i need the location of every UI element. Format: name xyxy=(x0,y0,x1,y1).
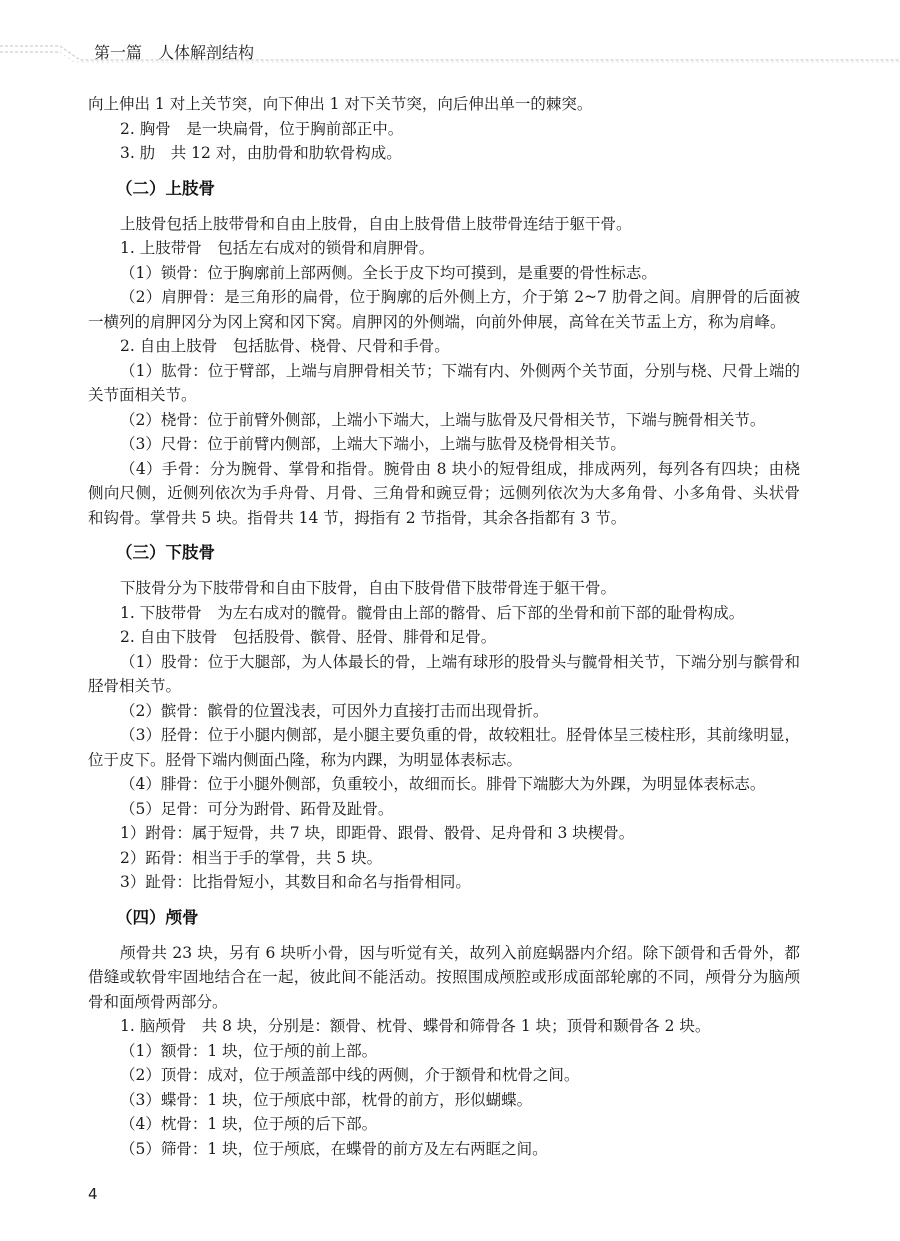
paragraph: 1）跗骨：属于短骨，共 7 块，即距骨、跟骨、骰骨、足舟骨和 3 块楔骨。 xyxy=(120,824,635,842)
paragraph: 2. 自由下肢骨 包括股骨、髌骨、胫骨、腓骨和足骨。 xyxy=(120,628,497,646)
paragraph: （5）足骨：可分为跗骨、跖骨及趾骨。 xyxy=(120,799,394,818)
section-heading-skull: （四）颅骨 xyxy=(116,907,199,927)
paragraph: 向上伸出 1 对上关节突，向下伸出 1 对下关节突，向后伸出单一的棘突。 xyxy=(88,95,593,113)
paragraph: （1）额骨：1 块，位于颅的前上部。 xyxy=(120,1041,378,1060)
paragraph: （5）筛骨：1 块，位于颅底，在蝶骨的前方及左右两眶之间。 xyxy=(120,1139,548,1158)
paragraph: （3）蝶骨：1 块，位于颅底中部，枕骨的前方，形似蝴蝶。 xyxy=(120,1090,533,1109)
paragraph: 2. 胸骨 是一块扁骨，位于胸前部正中。 xyxy=(120,119,404,138)
running-head: 第一篇 人体解剖结构 xyxy=(94,43,255,62)
paragraph: 2）跖骨：相当于手的掌骨，共 5 块。 xyxy=(120,848,383,867)
section-heading-lower-limb: （三）下肢骨 xyxy=(116,543,215,562)
paragraph: （2）桡骨：位于前臂外侧部，上端小下端大，上端与肱骨及尺骨相关节，下端与腕骨相关节。 xyxy=(120,410,766,429)
paragraph: （4）腓骨：位于小腿外侧部，负重较小，故细而长。腓骨下端膨大为外踝，为明显体表标志。 xyxy=(120,775,766,793)
paragraph: （2）肩胛骨：是三角形的扁骨，位于胸廓的后外侧上方，介于第 2~7 肋骨之间。肩胛骨的后面被一横列的肩胛冈分为冈上窝和冈下窝。肩胛冈的外侧端，向前外伸展，高耸在关节盂上方，称为肩峰。 xyxy=(88,288,800,331)
paragraph: （1）锁骨：位于胸廓前上部两侧。全长于皮下均可摸到，是重要的骨性标志。 xyxy=(120,263,657,282)
page-header xyxy=(0,0,900,70)
paragraph: 3. 肋 共 12 对，由肋骨和肋软骨构成。 xyxy=(120,144,402,162)
section-heading-upper-limb: （二）上肢骨 xyxy=(116,178,215,198)
paragraph: （4）手骨：分为腕骨、掌骨和指骨。腕骨由 8 块小的短骨组成，排成两列，每列各有四块；由桡侧向尺侧，近侧列依次为手舟骨、月骨、三角骨和豌豆骨；远侧列依次为大多角骨、小多角骨、头状骨和钩骨。掌骨共 5 块。指骨共 14 节，拇指有 2 节指骨，其余各指都有 3 节。 xyxy=(88,459,800,527)
paragraph: （2）髌骨：髌骨的位置浅表，可因外力直接打击而出现骨折。 xyxy=(120,701,549,720)
paragraph: 1. 脑颅骨 共 8 块，分别是：额骨、枕骨、蝶骨和筛骨各 1 块；顶骨和颞骨各 2 块。 xyxy=(120,1017,711,1035)
paragraph: 1. 下肢带骨 为左右成对的髋骨。髋骨由上部的髂骨、后下部的坐骨和前下部的耻骨构成。 xyxy=(120,603,745,622)
paragraph: 2. 自由上肢骨 包括肱骨、桡骨、尺骨和手骨。 xyxy=(120,337,450,355)
paragraph: （4）枕骨：1 块，位于颅的后下部。 xyxy=(120,1115,378,1133)
paragraph: （1）肱骨：位于臂部，上端与肩胛骨相关节；下端有内、外侧两个关节面，分别与桡、尺骨上端的关节面相关节。 xyxy=(88,361,800,404)
paragraph: 下肢骨分为下肢带骨和自由下肢骨，自由下肢骨借下肢带骨连于躯干骨。 xyxy=(120,579,617,597)
paragraph: 3）趾骨：比指骨短小，其数目和命名与指骨相同。 xyxy=(120,873,471,891)
paragraph: 颅骨共 23 块，另有 6 块听小骨，因与听觉有关，故列入前庭蜗器内介绍。除下颌骨和舌骨外，都借缝或软骨牢固地结合在一起，彼此间不能活动。按照围成颅腔或形成面部轮廓的不同，颅骨分为脑颅骨和面颅骨两部分。 xyxy=(88,943,800,1011)
paragraph: （3）胫骨：位于小腿内侧部，是小腿主要负重的骨，故较粗壮。胫骨体呈三棱柱形，其前缘明显，位于皮下。胫骨下端内侧面凸隆，称为内踝，为明显体表标志。 xyxy=(88,726,800,769)
page-body xyxy=(88,92,800,1161)
paragraph: 上肢骨包括上肢带骨和自由上肢骨，自由上肢骨借上肢带骨连结于躯干骨。 xyxy=(120,214,632,233)
page-number: 4 xyxy=(88,1185,98,1203)
paragraph: 1. 上肢带骨 包括左右成对的锁骨和肩胛骨。 xyxy=(120,239,435,257)
paragraph: （3）尺骨：位于前臂内侧部，上端大下端小，上端与肱骨及桡骨相关节。 xyxy=(120,435,626,453)
paragraph: （2）顶骨：成对，位于颅盖部中线的两侧，介于额骨和枕骨之间。 xyxy=(120,1066,580,1084)
paragraph: （1）股骨：位于大腿部，为人体最长的骨，上端有球形的股骨头与髋骨相关节，下端分别与髌骨和胫骨相关节。 xyxy=(88,652,800,695)
